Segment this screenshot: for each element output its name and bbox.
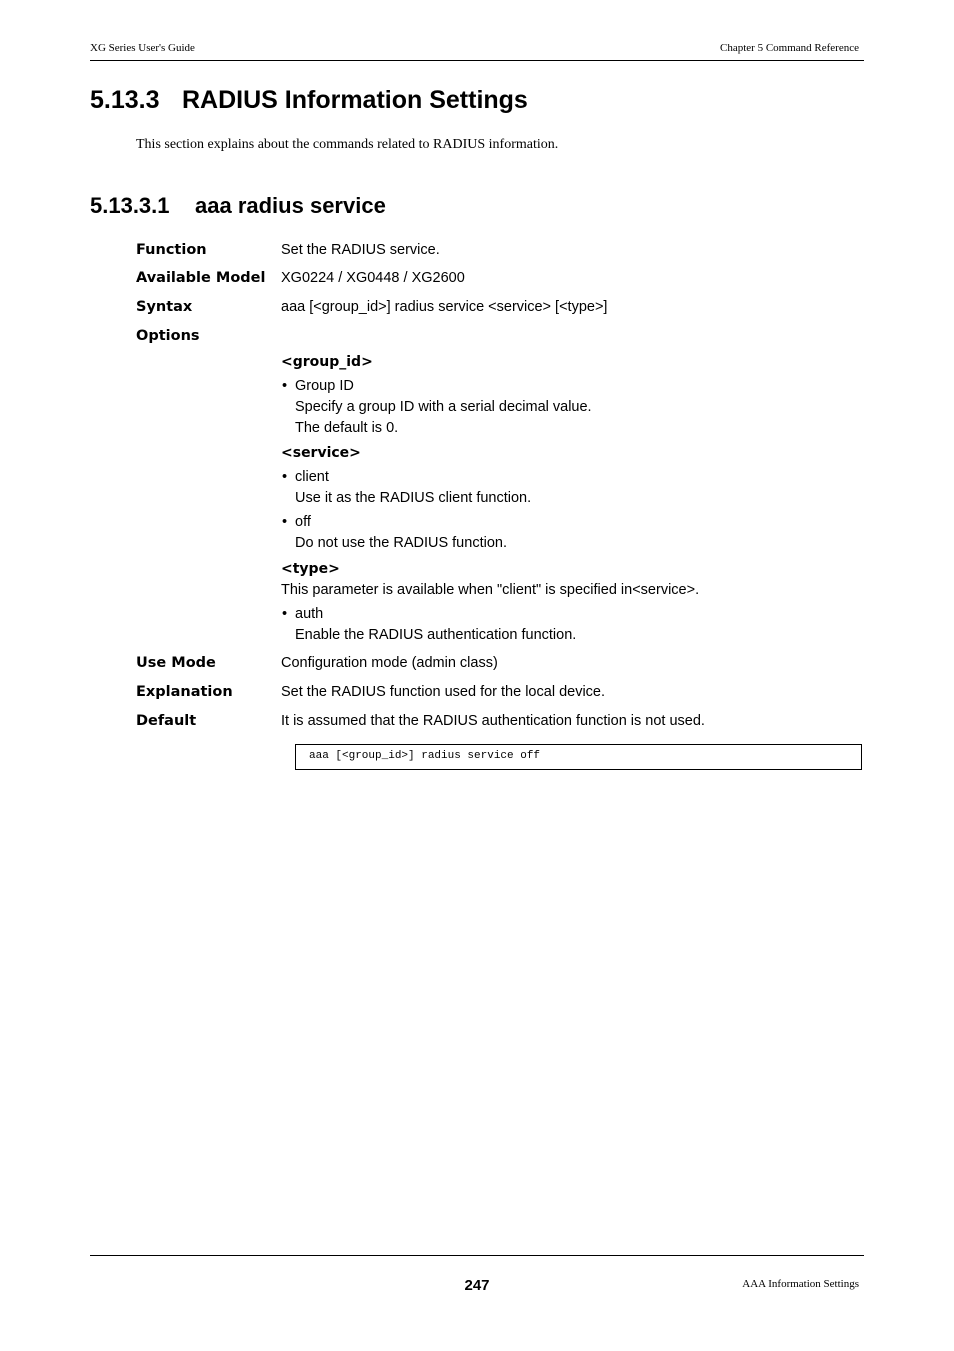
footer-section-title: AAA Information Settings (742, 1278, 859, 1290)
option-type-auth: auth (295, 606, 324, 622)
explanation-value: Set the RADIUS function used for the local device. (281, 684, 606, 700)
options-label: Options (136, 328, 200, 344)
option-service-client-desc: Use it as the RADIUS client function. (295, 490, 532, 506)
header-chapter-title: Chapter 5 Command Reference (720, 42, 859, 54)
option-service-off: off (295, 514, 311, 530)
header-rule (90, 60, 864, 61)
explanation-label: Explanation (136, 684, 233, 700)
available-model-label: Available Model (136, 270, 266, 286)
option-type-name: <type> (281, 561, 340, 577)
section-number: 5.13.3 (90, 86, 160, 114)
syntax-value: aaa [<group_id>] radius service <service> [<type>] (281, 299, 608, 315)
function-label: Function (136, 242, 207, 258)
section-intro: This section explains about the commands related to RADIUS information. (136, 137, 559, 152)
use-mode-label: Use Mode (136, 655, 216, 671)
default-value: It is assumed that the RADIUS authentication function is not used. (281, 713, 705, 729)
header-guide-title: XG Series User's Guide (90, 42, 195, 54)
function-value: Set the RADIUS service. (281, 242, 440, 258)
subsection-number: 5.13.3.1 (90, 193, 170, 218)
subsection-heading (90, 193, 386, 219)
bullet-icon: • (282, 469, 288, 485)
use-mode-value: Configuration mode (admin class) (281, 655, 498, 671)
default-label: Default (136, 713, 197, 729)
bullet-icon: • (282, 514, 288, 530)
bullet-icon: • (282, 606, 288, 622)
default-code: aaa [<group_id>] radius service off (309, 750, 541, 762)
footer-rule (90, 1255, 864, 1256)
option-service-name: <service> (281, 445, 361, 461)
option-group-id-name: <group_id> (281, 354, 373, 370)
option-type-auth-desc: Enable the RADIUS authentication function. (295, 627, 577, 643)
option-group-id-item: Group ID (295, 378, 354, 394)
option-group-id-desc: Specify a group ID with a serial decimal value. (295, 399, 592, 415)
option-group-id-default: The default is 0. (295, 420, 399, 436)
syntax-label: Syntax (136, 299, 193, 315)
default-code-box (295, 744, 862, 770)
option-type-note: This parameter is available when "client" is specified in<service>. (281, 582, 700, 598)
section-title: RADIUS Information Settings (182, 86, 528, 114)
section-heading (90, 86, 528, 115)
available-model-value: XG0224 / XG0448 / XG2600 (281, 270, 465, 286)
subsection-title: aaa radius service (195, 193, 386, 218)
option-service-client: client (295, 469, 329, 485)
option-service-off-desc: Do not use the RADIUS function. (295, 535, 507, 551)
bullet-icon: • (282, 378, 288, 394)
page-number: 247 (464, 1277, 490, 1294)
